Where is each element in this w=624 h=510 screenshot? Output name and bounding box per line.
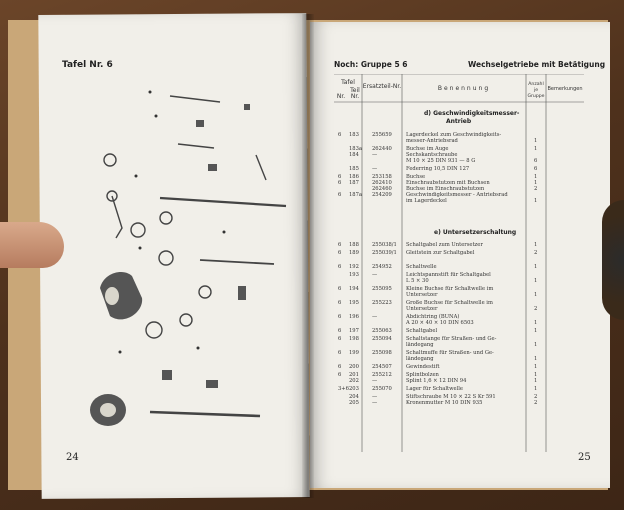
small-bracket (238, 286, 246, 300)
table-cell: 2 (534, 400, 538, 406)
table-cell: 254507 (372, 364, 392, 370)
table-cell: 255098 (372, 350, 392, 356)
table-cell: Kronenmutter M 10 DIN 935 (406, 400, 483, 406)
cap-part (159, 251, 173, 265)
table-cell: 6 (338, 180, 342, 186)
fork-part (256, 155, 266, 180)
table-cell: Federring 10,5 DIN 127 (406, 166, 470, 172)
table-cell: 199 (349, 350, 359, 356)
washer-part (160, 212, 172, 224)
col-header-anzahl: Anzahl je Gruppe (527, 82, 545, 99)
table-cell: Untersetzer (406, 306, 438, 312)
table-cell: 6 (338, 132, 342, 138)
table-cell: 6 (338, 174, 342, 180)
bearing-part (146, 322, 162, 338)
table-cell: 183a (349, 146, 362, 152)
table-cell: Lager für Schaltwelle (406, 386, 463, 392)
table-cell: 1 (534, 278, 538, 284)
table-cell: 255659 (372, 132, 392, 138)
table-cell: 1 (534, 138, 538, 144)
col-header-ersatzteil: Ersatzteil-Nr. (362, 83, 402, 90)
table-cell: 2 (534, 186, 538, 192)
small-block (196, 120, 204, 127)
table-cell: 203 (349, 386, 359, 392)
table-cell: — (372, 166, 378, 172)
table-cell: 6 (534, 158, 538, 164)
table-cell: 2 (534, 306, 538, 312)
table-cell: — (372, 400, 378, 406)
col-header-bemerkungen: Bemerkungen (547, 86, 583, 92)
table-cell: Geschwindigkeitsmesser - Antriebsrad (406, 192, 508, 198)
table-cell: 6 (338, 286, 342, 292)
table-cell: 197 (349, 328, 359, 334)
table-cell: Kleine Buchse für Schaltwelle im (406, 286, 494, 292)
table-cell: 6 (338, 314, 342, 320)
table-cell: 262460 (372, 186, 392, 192)
table-cell: 192 (349, 264, 359, 270)
table-cell: 1 (534, 364, 538, 370)
table-cell: 255038/1 (372, 242, 397, 248)
table-cell: Schaltgabel zum Untersetzer (406, 242, 483, 248)
table-cell: 204 (349, 394, 359, 400)
table-cell: 1 (534, 264, 538, 270)
table-cell: 188 (349, 242, 359, 248)
table-cell: 185 (349, 166, 359, 172)
shift-rod (200, 260, 274, 264)
table-cell: Abdichtring (BUNA) (406, 314, 460, 320)
table-cell: 1 (534, 292, 538, 298)
table-cell: 6 (338, 264, 342, 270)
table-cell: 6 (338, 336, 342, 342)
table-cell: 189 (349, 250, 359, 256)
small-block (162, 370, 172, 380)
table-cell: 255070 (372, 386, 392, 392)
lever-part (112, 196, 122, 238)
table-cell: Schaltwelle (406, 264, 437, 270)
table-cell: 6 (338, 242, 342, 248)
table-cell: — (372, 394, 378, 400)
table-cell: ländegang (406, 342, 434, 348)
table-cell: 1 (534, 328, 538, 334)
finger-shadow (602, 200, 624, 320)
small-block (244, 104, 250, 110)
table-cell: 6 (338, 328, 342, 334)
table-cell: — (372, 272, 378, 278)
table-cell: 186 (349, 174, 359, 180)
table-cell: 2 (534, 394, 538, 400)
table-cell: 254209 (372, 192, 392, 198)
section-title-e: e) Untersetzerschaltung (434, 229, 517, 236)
table-cell: — (372, 314, 378, 320)
table-cell: 6 (338, 300, 342, 306)
table-cell: 2 (534, 250, 538, 256)
ring-part (180, 314, 192, 326)
table-cell: 255039/1 (372, 250, 397, 256)
table-cell: 253158 (372, 174, 392, 180)
table-cell: 1 (534, 242, 538, 248)
table-cell: — (372, 152, 378, 158)
col-header-teil-nr: Teil Nr. (350, 87, 360, 100)
table-cell: 193 (349, 272, 359, 278)
selector-shaft (160, 198, 286, 206)
table-cell: — (372, 378, 378, 384)
parts-table (334, 74, 584, 452)
thumb (0, 222, 64, 268)
table-cell: Große Buchse für Schaltwelle im (406, 300, 493, 306)
table-cell: 201 (349, 372, 359, 378)
table-cell: Untersetzer (406, 292, 438, 298)
table-cell: 187a (349, 192, 362, 198)
right-page-number: 25 (578, 452, 591, 463)
table-cell: 262410 (372, 180, 392, 186)
table-cell: 1 (534, 378, 538, 384)
table-cell: 195 (349, 300, 359, 306)
table-cell: 194 (349, 286, 359, 292)
table-cell: Buchse im Auge (406, 146, 449, 152)
table-cell: 1 (534, 372, 538, 378)
table-cell: Schaltmuffe für Straßen- und Ge- (406, 350, 494, 356)
table-cell: M 10 × 25 DIN 931 — 8 G (406, 158, 476, 164)
table-cell: Schaltgabel (406, 328, 438, 334)
table-cell: 202 (349, 378, 359, 384)
table-cell: 6 (338, 364, 342, 370)
col-header-tafel: Tafel (341, 79, 355, 86)
table-cell: 255212 (372, 372, 392, 378)
table-cell: 196 (349, 314, 359, 320)
table-cell: 183 (349, 132, 359, 138)
table-cell: 205 (349, 400, 359, 406)
table-cell: Gewindestift (406, 364, 440, 370)
table-cell: 3+6 (338, 386, 349, 392)
table-cell: 6 (338, 372, 342, 378)
table-cell: Einschraubstutzen mit Buchsen (406, 180, 490, 186)
table-cell: 6 (338, 350, 342, 356)
table-cell: Splintbolzen (406, 372, 439, 378)
table-cell: 184 (349, 152, 359, 158)
table-cell: 255095 (372, 286, 392, 292)
table-cell: 255063 (372, 328, 392, 334)
table-cell: 1 (534, 320, 538, 326)
table-cell: ländegang (406, 356, 434, 362)
table-cell: Leichtspannstift für Schaltgabel (406, 272, 491, 278)
table-cell: Gleitstein zur Schaltgabel (406, 250, 475, 256)
table-cell: 255094 (372, 336, 392, 342)
table-cell: 1 (534, 342, 538, 348)
table-cell: im Lagerdeckel (406, 198, 447, 204)
table-cell: 200 (349, 364, 359, 370)
ring-part (104, 154, 116, 166)
table-cell: Sechskantschraube (406, 152, 458, 158)
table-cell: Splint 1,6 × 12 DIN 94 (406, 378, 467, 384)
section-header: Wechselgetriebe mit Betätigung (468, 60, 606, 69)
table-cell: 1 (534, 146, 538, 152)
table-cell: L 5 × 30 (406, 278, 429, 284)
table-cell: 255223 (372, 300, 392, 306)
table-cell: 6 (534, 166, 538, 172)
left-page-number: 24 (66, 452, 79, 463)
long-rod (150, 412, 260, 416)
group-header: Noch: Gruppe 5 6 (334, 60, 408, 69)
table-cell: Schaltstange für Straßen- und Ge- (406, 336, 497, 342)
table-cell: 1 (534, 198, 538, 204)
table-cell: 1 (534, 356, 538, 362)
table-cell: 1 (534, 180, 538, 186)
table-cell: 198 (349, 336, 359, 342)
section-title-d-cont: Antrieb (446, 118, 472, 125)
nut-part (199, 286, 211, 298)
table-cell: 262440 (372, 146, 392, 152)
table-cell: Buchse (406, 174, 426, 180)
plate-title: Tafel Nr. 6 (62, 60, 113, 70)
table-cell: 6 (338, 192, 342, 198)
table-cell: Lagerdeckel zum Geschwindigkeits- (406, 132, 502, 138)
section-title-d: d) Geschwindigkeitsmesser- (424, 110, 520, 117)
col-header-nr: Nr. (336, 93, 346, 100)
table-cell: 187 (349, 180, 359, 186)
table-cell: A 20 × 40 × 10 DIN 6503 (406, 320, 474, 326)
pin-part (178, 144, 214, 148)
table-cell: Buchse im Einschraubstutzen (406, 186, 485, 192)
table-cell: Stiftschraube M 10 × 22 S Kr 591 (406, 394, 496, 400)
table-cell: 1 (534, 386, 538, 392)
small-block (206, 380, 218, 388)
small-block (208, 164, 217, 171)
table-cell: 1 (534, 174, 538, 180)
table-cell: 254952 (372, 264, 392, 270)
bushing-part (131, 223, 145, 237)
shaft-part (170, 96, 220, 102)
table-cell: messer-Antriebsrad (406, 138, 458, 144)
table-cell: 6 (338, 250, 342, 256)
col-header-benennung: Benennung (437, 85, 491, 92)
